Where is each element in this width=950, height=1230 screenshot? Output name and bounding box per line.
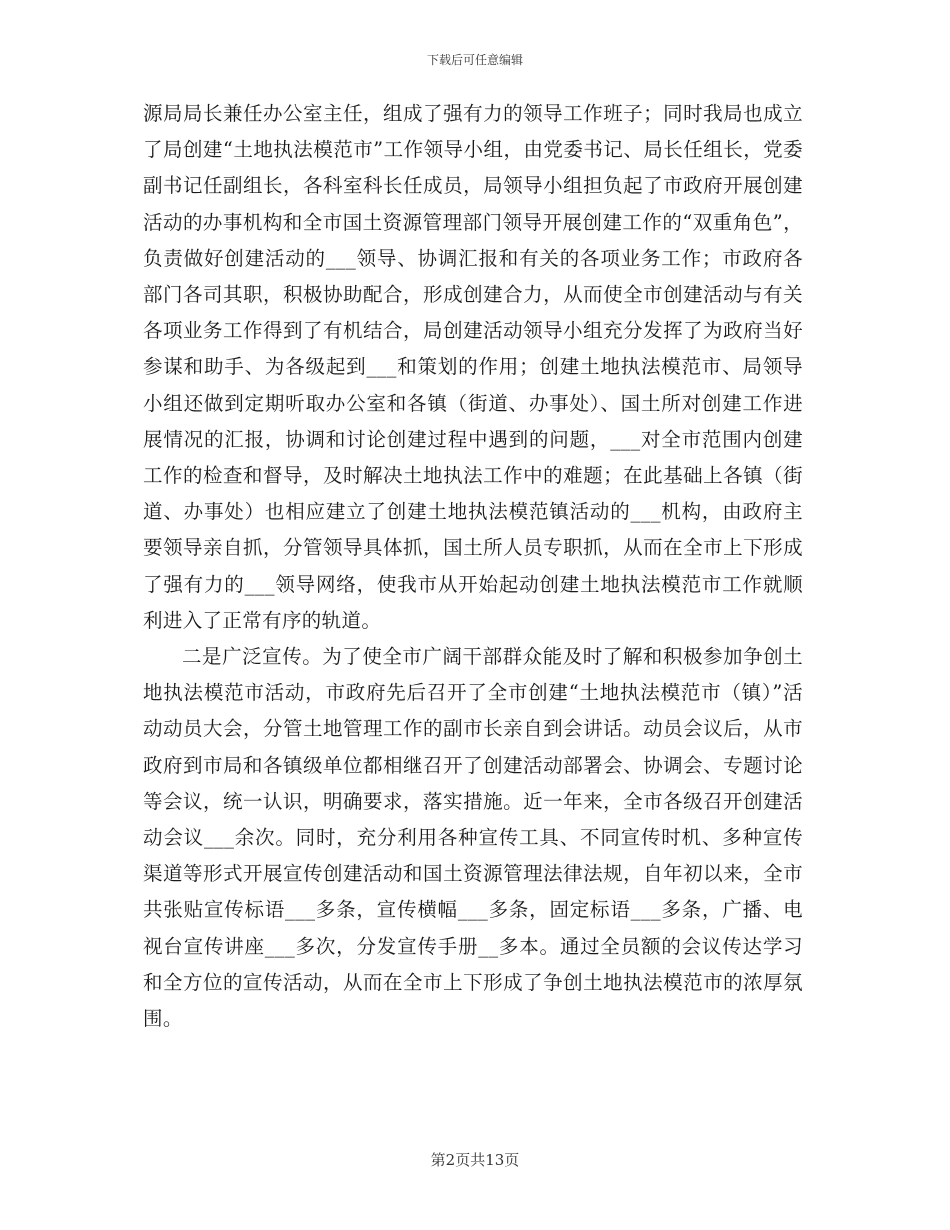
paragraph-publicity: 二是广泛宣传。为了使全市广阔干部群众能及时了解和积极参加争创土地执法模范市活动，市政府先后召开了全市创建“土地执法模范市（镇）”活动动员大会，分管土地管理工作的副市长亲自到会讲话。动员会议后，从市政府到市局和各镇级单位都相继召开了创建活动部署会、协调会、专题讨论等会议，统一认识，明确要求，落实措施。近一年来，全市各级召开创建活动会议___余次。同时，充分利用各种宣传工具、不同宣传时机、多种宣传渠道等形式开展宣传创建活动和国土资源管理法律法规，自年初以来，全市共张贴宣传标语___多条，宣传横幅___多条，固定标语___多条，广播、电视台宣传讲座___多次，分发宣传手册__多本。通过全员额的会议传达学习和全方位的宣传活动，从而在全市上下形成了争创土地执法模范市的浓厚氛围。 bbox=[143, 645, 803, 1031]
paragraph-continued: 源局局长兼任办公室主任，组成了强有力的领导工作班子；同时我局也成立了局创建“土地执法模范市”工作领导小组，由党委书记、局长任组长，党委副书记任副组长，各科室科长任成员，局领导小组担负起了市政府开展创建活动的办事机构和全市国土资源管理部门领导开展创建工作的“双重角色”，负责做好创建活动的___领导、协调汇报和有关的各项业务工作；市政府各部门各司其职，积极协助配合，形成创建合力，从而使全市创建活动与有关各项业务工作得到了有机结合，局创建活动领导小组充分发挥了为政府当好参谋和助手、为各级起到___和策划的作用；创建土地执法模范市、局领导小组还做到定期听取办公室和各镇（街道、办事处）、国土所对创建工作进展情况的汇报，协调和讨论创建过程中遇到的问题，___对全市范围内创建工作的检查和督导，及时解决土地执法工作中的难题；在此基础上各镇（街道、办事处）也相应建立了创建土地执法模范镇活动的___机构，由政府主要领导亲自抓，分管领导具体抓，国土所人员专职抓，从而在全市上下形成了强有力的___领导网络，使我市从开始起动创建土地执法模范市工作就顺利进入了正常有序的轨道。 bbox=[143, 102, 803, 632]
page-number-footer: 第2页共13页 bbox=[430, 1151, 520, 1169]
document-body bbox=[143, 96, 803, 1037]
page-header-note: 下载后可任意编辑 bbox=[426, 53, 523, 67]
